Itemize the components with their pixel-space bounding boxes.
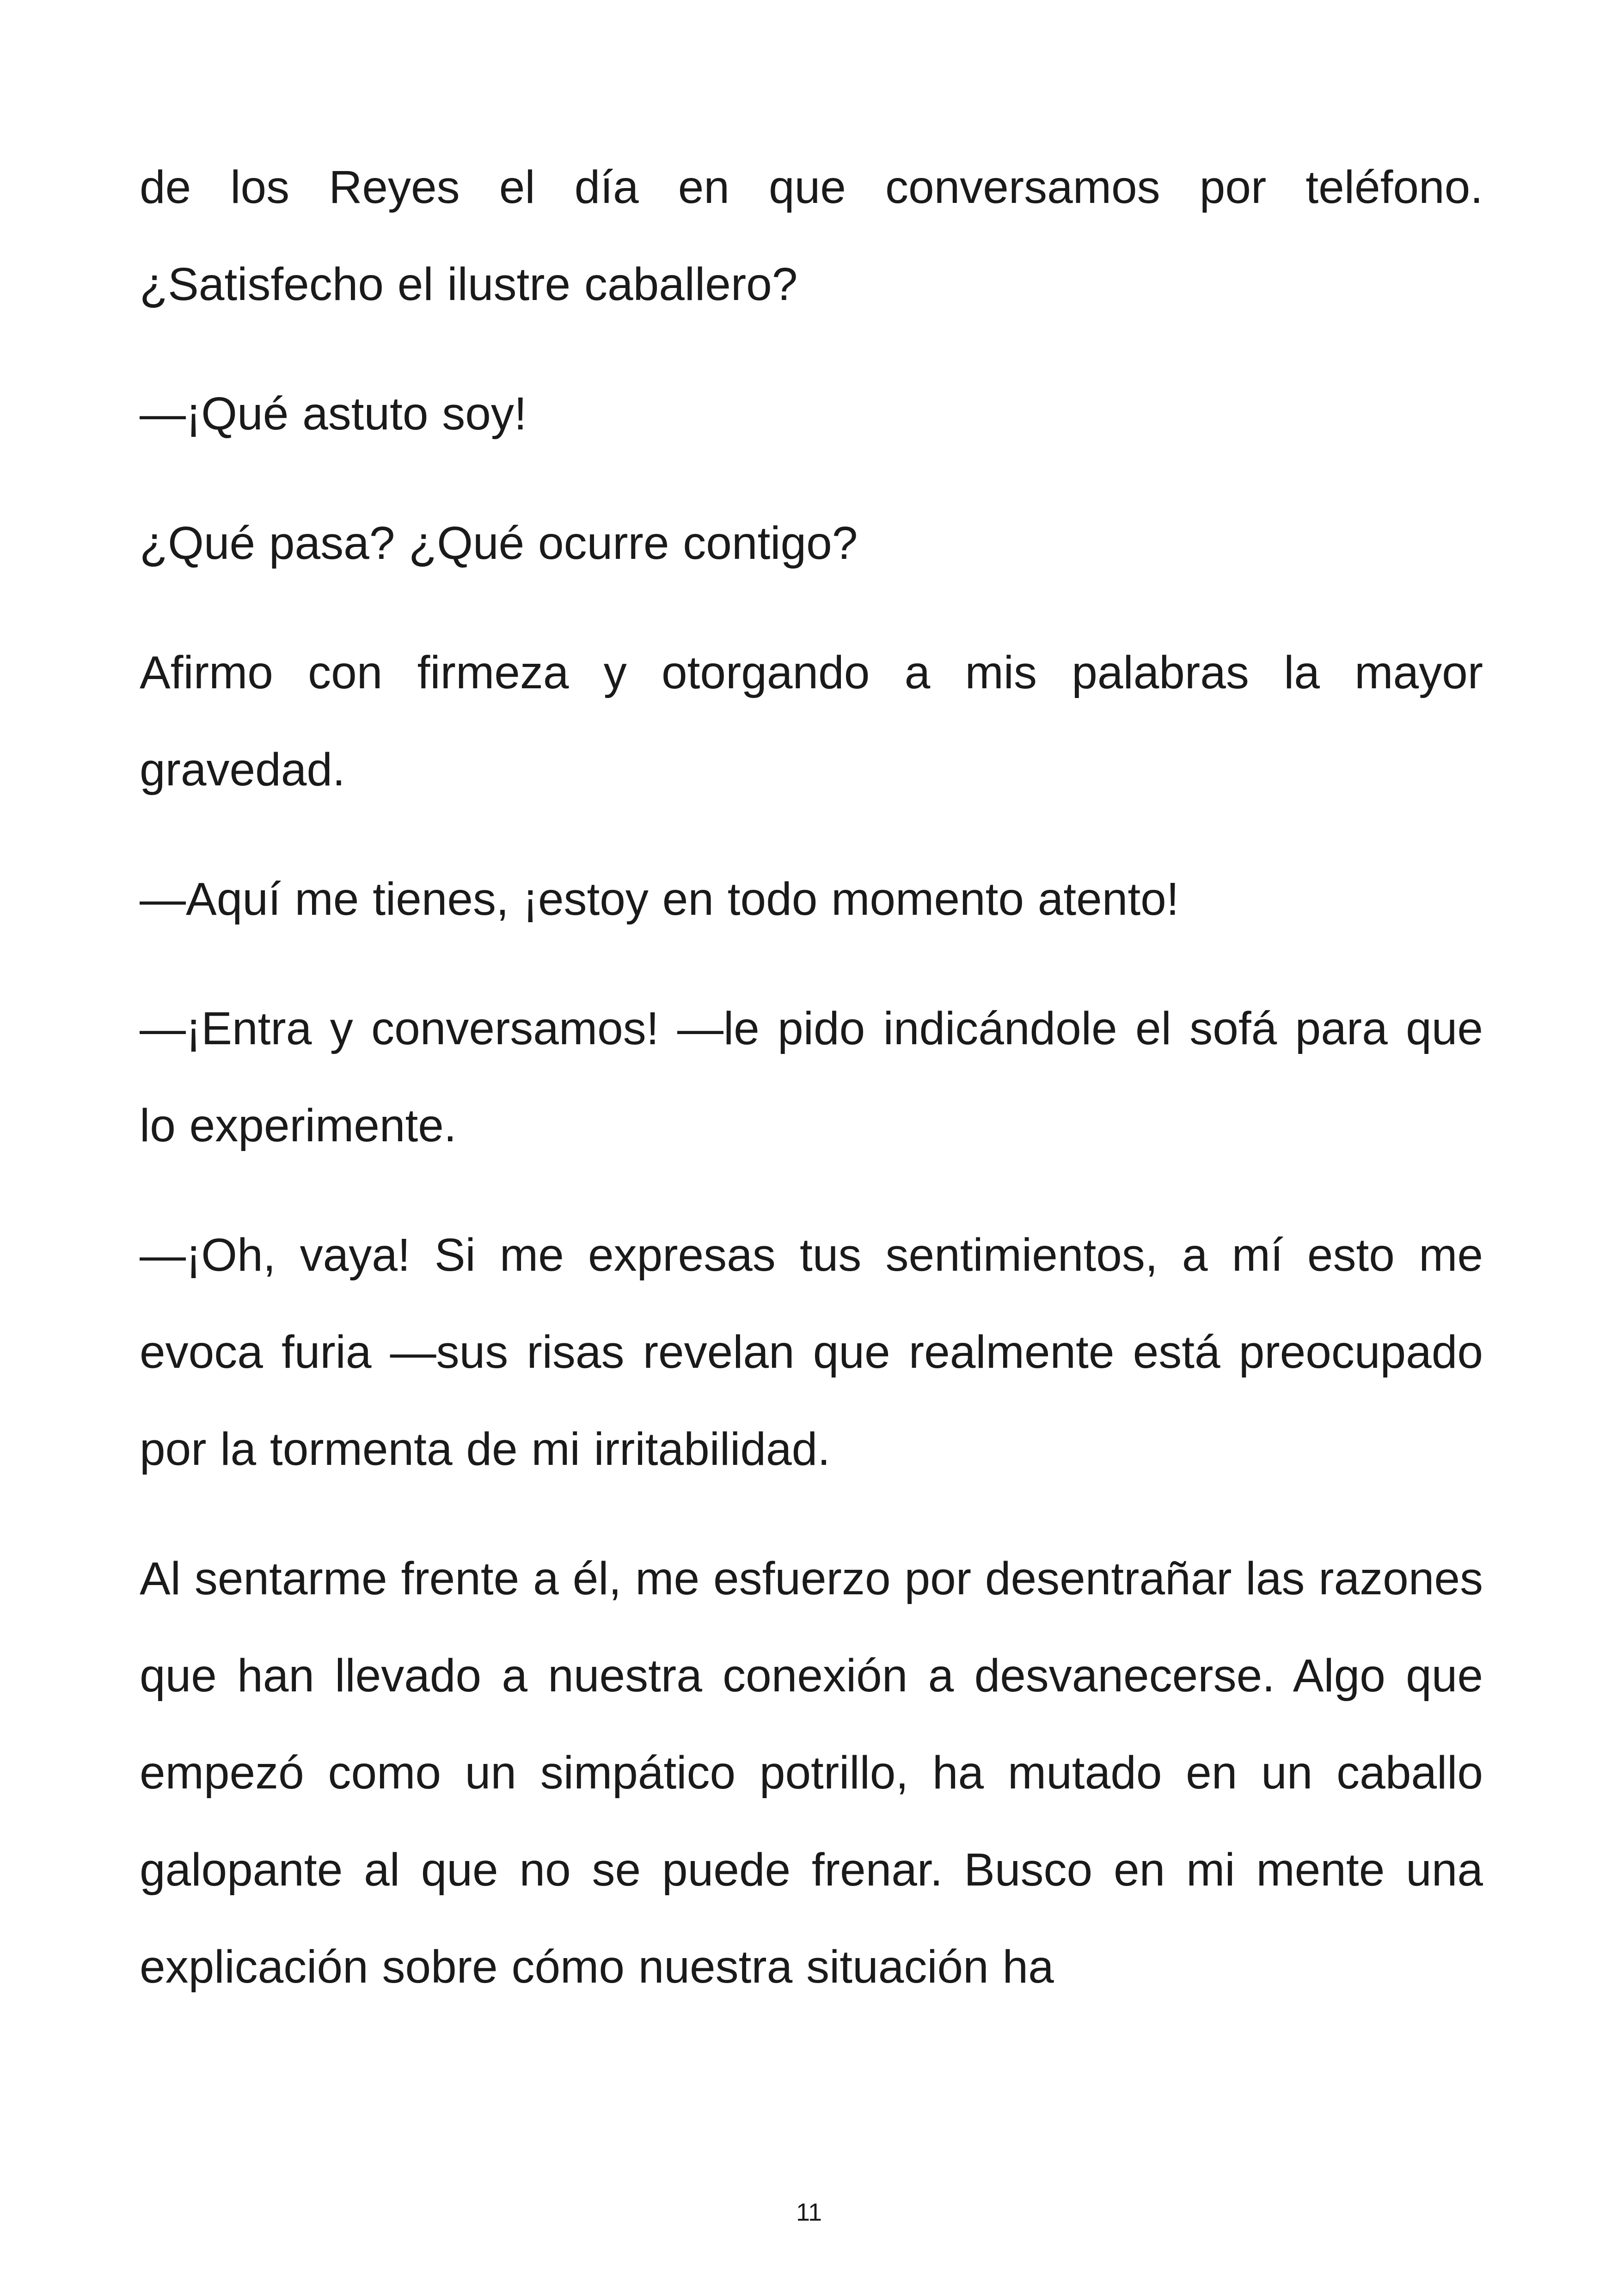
paragraph-6: —¡Entra y conversamos! —le pido indicándole el sofá para que lo experimente. [140, 1003, 1483, 1151]
page-body-text [140, 139, 1483, 2048]
paragraph-1: de los Reyes el día en que conversamos por teléfono. ¿Satisfecho el ilustre caballero? [140, 161, 1483, 310]
paragraph-8: Al sentarme frente a él, me esfuerzo por desentrañar las razones que han llevado a nuestra conexión a desvanecerse. Algo que empezó como un simpático potrillo, ha mutado en un caballo galopante al que no se puede frenar. Busco en mi mente una explicación sobre cómo nuestra situación ha [140, 1553, 1483, 1993]
paragraph-7: —¡Oh, vaya! Si me expresas tus sentimientos, a mí esto me evoca furia —sus risas revelan que realmente está preocupado por la tormenta de mi irritabilidad. [140, 1229, 1483, 1475]
paragraph-2: —¡Qué astuto soy! [140, 388, 527, 440]
paragraph-4: Afirmo con firmeza y otorgando a mis palabras la mayor gravedad. [140, 647, 1483, 796]
paragraph-5: —Aquí me tienes, ¡estoy en todo momento atento! [140, 873, 1179, 925]
paragraph-3: ¿Qué pasa? ¿Qué ocurre contigo? [140, 517, 858, 569]
page-number: 11 [796, 2198, 822, 2226]
